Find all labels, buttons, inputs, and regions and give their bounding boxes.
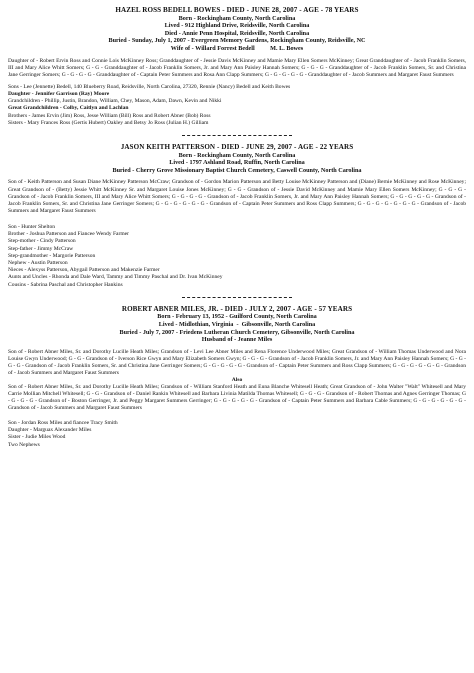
- survivor-line: Daughter - Marguax Alexander Miles: [8, 427, 92, 434]
- spouse-line: Wife of - Willard Forrest Bedell M. L. Bowes: [170, 44, 304, 52]
- birth-line: Born - February 13, 1952 - Guilford County, North Carolina: [157, 313, 317, 321]
- lineage-paragraph: Daughter of - Robert Ervin Ross and Connie Lois McKinney Ross; Granddaughter of - Jessie Davis McKinney and Mamie Mary Ellen Somers McKinney; Great Granddaughter of - Jacob Franklin Somers, III and Mary Alice Whitt Somers; G - G - Granddaughter of - Jacob Franklin Somers, Jr. and Mary Ann Paisley Hannah Somers; G - G - G - Granddaughter of - Jacob Franklin Somers, Sr. and Christina Jane Gerringer Somers; G - G - G - G - Granddaughter of - Captain Peter Summers and Rosa Ann Clapp Summers; G - G - G - G - G - Granddaughter of - Jacob Summers and Margaret Faust Summers: [8, 57, 466, 78]
- survivor-line: Son - Jordan Ross Miles and fiancee Tracy Smith: [8, 420, 118, 427]
- survivor-line: Step-father - Jimmy McCraw: [8, 245, 74, 252]
- survivor-line: Step-grandmother - Margorie Patterson: [8, 252, 96, 259]
- obituary-header: [8, 6, 466, 53]
- spouse-line: Husband of - Jeanne Miles: [201, 336, 273, 344]
- survivor-line: Sons - Lee (Jennette) Bedell, 140 Blueberry Road, Reidsville, North Carolina, 27320, Rennie (Nancy) Bedell and Keith Bowes: [8, 83, 291, 90]
- residence-line: Lived - 912 Highland Drive, Reidsville, North Carolina: [164, 22, 310, 30]
- residence-line: Lived - 1797 Ashland Road, Ruffin, North Carolina: [169, 159, 305, 167]
- survivor-line: Sister - Judie Miles Wood: [8, 434, 66, 441]
- burial-line: Buried - Cherry Grove Missionary Baptist Church Cemetery, Caswell County, North Carolina: [112, 166, 362, 174]
- obituary-header: [8, 143, 466, 174]
- lineage-paragraph: Son of - Robert Abner Miles, Sr. and Dorothy Lucille Heath Miles; Grandson of - Levi Lee Abner Miles and Rena Florence Underwood Miles; Great Grandson of - William Thomas Underwood and Nora Louise Gwyn Underwood; G - G - Grandson of - Iverson Rice Gwyn and Mary Elizabeth Somers Gwyn; G - G - G - Grandson of - Jacob Franklin Somers, Jr. and Mary Ann Paisley Hannah Somers; G - G - G - G - Grandson of - Jacob Franklin Somers, Sr. and Christina Jane Gerringer Somers; G - G - G - G - G - Grandson of - Captain Peter Summers and Ross Clapp Summers; G - G - G - G - G - G - Grandson of - Jacob Summers and Margaret Faust Summers: [8, 348, 466, 376]
- survivor-line: Son - Hunter Shelton: [8, 223, 55, 230]
- obituary-header: [8, 305, 466, 344]
- lineage-paragraph: Son of - Keith Patterson and Susan Diane McKinney Patterson McCraw; Grandson of - Gordon Marion Patterson and Betty Louise McKinney Patterson and (Diane) Bernie McKinney and Rose McKinney; Great Grandson of - (Betty) Jessie Whitt McKinney Sr. and Margaret Louise Jones McKinney; G - G - Grandson of - Jessie David McKinney and Mamie Mary Ellen Somers McKinney; G - G - G - Grandson of - Jacob Franklin Somers, III and Mary Alice Whitt Somers; G - G - G - G - Grandson of - Jacob Franklin Somers, Jr. and Mary Ann Paisley Hannah Somers; G - G - G - G - G - Grandson of - Jacob Franklin Somers, Sr. and Christina Jane Gerringer Somers; G - G - G - G - G - G - Grandson of - Captain Peter Summers and Ross Clapp Summers; G - G - G - G - G - G - G - Grandson of - Jacob Summers and Margaret Faust Summers: [8, 179, 466, 214]
- birth-line: Born - Rockingham County, North Carolina: [178, 151, 296, 159]
- death-place-line: Died - Annie Penn Hospital, Reidsville, North Carolina: [164, 29, 310, 37]
- obituary-name: JASON KEITH PATTERSON - DIED - JUNE 29, 2007 - AGE - 22 YEARS: [120, 143, 354, 152]
- survivor-line: Daughter - Jennifer Garrison (Ray) Moore: [8, 91, 110, 98]
- survivor-line: Aunts and Uncles - Rhonda and Dale Ward, Tammy and Timmy Paschal and Dr. Ivan McKinney: [8, 274, 223, 281]
- also-label: Also: [231, 377, 243, 384]
- birth-line: Born - Rockingham County, North Carolina: [178, 14, 296, 22]
- obituary-name: ROBERT ABNER MILES, JR. - DIED - JULY 2, 2007 - AGE - 57 YEARS: [121, 304, 353, 313]
- survivors-list: [8, 84, 466, 127]
- survivor-line: Grandchildren - Phillip, Justin, Brandon, William, Chey, Mason, Adam, Dawn, Kevin and Nikki: [8, 98, 222, 105]
- survivor-line: Step-mother - Cindy Patterson: [8, 238, 76, 245]
- obituary-robert-miles: [8, 305, 466, 449]
- survivors-list: [8, 224, 466, 289]
- burial-line: Buried - July 7, 2007 - Friedens Lutheran Church Cemetery, Gibsonville, North Carolina: [119, 328, 355, 336]
- residence-line: Lived - Midlothian, Virginia - Gibsonville, North Carolina: [158, 320, 316, 328]
- survivors-list: [8, 420, 466, 449]
- obituary-jason-patterson: [8, 143, 466, 289]
- survivor-line: Brothers - James Ervin (Jim) Ross, Jesse William (Bill) Ross and Robert Abner (Bob) Ross: [8, 112, 211, 119]
- survivor-line: Nieces - Alexyss Patterson, Abygail Patterson and Makenzie Farmer: [8, 267, 160, 274]
- survivor-line: Great Grandchildren - Colby, Caitlyn and Lachlan: [8, 105, 129, 112]
- survivor-line: Cousins - Sabrina Paschal and Christopher Hankins: [8, 281, 123, 288]
- survivor-line: Two Nephews: [8, 441, 40, 448]
- obituary-hazel-bowes: [8, 6, 466, 127]
- section-divider: [182, 297, 292, 298]
- survivor-line: Brother - Joshua Patterson and Fiancee Wendy Farmer: [8, 231, 129, 238]
- section-divider: [182, 135, 292, 136]
- obituary-name: HAZEL ROSS BEDELL BOWES - DIED - JUNE 28, 2007 - AGE - 78 YEARS: [115, 6, 359, 14]
- survivor-line: Nephew - Austin Patterson: [8, 259, 68, 266]
- lineage-paragraph-maternal: Son of - Robert Abner Miles, Sr. and Dorothy Lucille Heath Miles; Grandson of - William Stanford Heath and Euna Blanche Whitesell Heath; Great Grandson of - John Walter "Walt" Whitesell and Mary Carrie Mollian Mitchell Whitesell; G - G - Grandson of - Daniel Rankin Whitesell and Barbara Livinia Matilda Thomas Whitesell; G - G - G - Grandson of - Robert Thomas and Agnes Gerringer Thomas; G - G - G - G - Grandson of - Boston Gerringer, Jr. and Peggy Margaret Summers Gerringer; G - G - G - G - G - Grandson of - Captain Peter Summers and Barbara Cable Summers; G - G - G - G - G - G - Grandson of - Jacob Summers and Margaret Faust Summers: [8, 383, 466, 411]
- survivor-line: Sisters - Mary Frances Ross (Gertis Hubert) Oakley and Betsy Jo Ross (Julian H.) Gilliam: [8, 119, 209, 126]
- burial-line: Buried - Sunday, July 1, 2007 - Evergreen Memory Gardens, Rockingham County, Reidsville, NC: [108, 37, 366, 45]
